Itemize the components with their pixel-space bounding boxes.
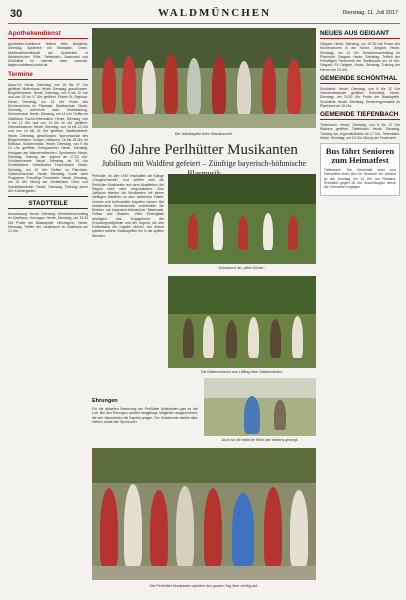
schoenthal-text: Schönthal: Heute, Dienstag, von 8 bis 12 Uhr Gemeindekanzlei geöffnet. Schönthal: Heute, Dienstag, um 19.30 Uhr Probe der Blaskapelle. Schönthal: Heute, Dienstag, Seniorengymnastik im Pfarrheim um 15 Uhr. [320, 86, 400, 108]
photo-march [168, 174, 316, 264]
article-body: Perlhütte. Im Jahr 1957 erschallten die Klänge „Gaugeschwindt“, und seither sind die Perlhütter Musikanten aus dem Musikleben der Region nicht mehr wegzudenken. Zum Jubiläum feierten die Musikanten mit einem zünftigen Waldfest, zu dem zahlreiche Gäste, Vereine und befreundete Kapellen kamen. Bei strahlendem Sonnenschein unterhielten die Musiker mit bayerisch-böhmischer Blasmusik, Polkas und Walzern. Viele Ehrengäste würdigten das Engagement der Gründungsmitglieder und der Jugend, die den Fortbestand der Kapelle sichern. Am Abend spielten weitere Gastkapellen bis in die späten Stunden. [92, 174, 164, 238]
article-subtitle: Jubiläum mit Waldfest gefeiert – Zünftige bayerisch-böhmische [101, 159, 307, 168]
photo-shooters [168, 276, 316, 368]
geigant-text: Geigant: Heute, Dienstag, um 19.30 Uhr Probe des Kirchenchores in der Kirche. Geigant: Heute, Dienstag, um 14 Uhr Seniorennachmittag im Pfarrheim. Geigant: Heute, Dienstag, Treffen der Freiwilligen Feuerwehr am Gerätehaus um 19 Uhr. Geigant: SV Geigant, Heute, Dienstag, Training der Herren um 19 Uhr. [320, 42, 400, 72]
right-column [320, 28, 400, 594]
bus-box [320, 143, 400, 196]
bus-box-title: Bus fährt Senioren zum Heimatfest [325, 146, 395, 165]
left-column [8, 28, 88, 594]
section-stadtteile: STADTTEILE [8, 196, 88, 209]
publication-date: Dienstag, 11. Juli 2017 [342, 10, 398, 16]
page-number: 30 [10, 8, 23, 20]
section-tiefenbach: GEMEINDE TIEFENBACH [320, 111, 399, 118]
article-body-2 [92, 398, 198, 427]
photo-band-bottom [92, 448, 316, 580]
caption-march: Aufmarsch der „Alten Böcke“. [218, 266, 266, 270]
caption-shooters: Die Böllerschützen aus Löffing beim Salutschießen. [200, 370, 284, 374]
apothekendienst-text: Apotheken-Notdienst: Telefon beim Notdienst, Dienstag, Apotheke am Stadtplatz, Cham. Notdienstbereitschaft der Apotheken in Waldmünchen, Rötz, Tiefenbach, Stamsried und Schönthal im Internet unter www.lak-bayern.notdienst-portal.de. [8, 42, 88, 68]
photo-food [204, 378, 316, 436]
section-schoenthal: GEMEINDE SCHÖNTHAL [320, 75, 400, 84]
photo-band-top [92, 28, 316, 128]
section-termine: Termine [8, 71, 88, 80]
article-title: 60 Jahre Perlhütter Musikanten [110, 142, 298, 158]
section-geigant: NEUES AUS GEIGANT [320, 30, 400, 39]
article-body-2-title: Ehrungen [92, 398, 118, 404]
tiefenbach-text: Tiefenbach: Heute, Dienstag, von 8 bis 12 Uhr Rathaus geöffnet. Tiefenbach: Heute, Dienstag, Training der Jugendfußballer ab 17 Uhr. Tiefenbach: Heute, Dienstag, um 19 Uhr Übung der Feuerwehr. [320, 123, 400, 140]
caption-top: Die Jubelkapelle beim Standkonzert. [174, 132, 234, 136]
page-header [8, 6, 400, 24]
termine-text: Aqua-Fit: Heute, Dienstag, von 16 bis 17 Uhr geöffnet. Mutterhaus: Heute, Dienstag, geschlossen. Bürgerbücherei: Heute, Dienstag, von 9 bis 12 Uhr und von 15 bis 17 Uhr geöffnet. Pfarrei St. Stephan: Heute, Dienstag, um 19 Uhr Probe des Kirchenchores im Pfarrsaal. Musikschule: Heute, Dienstag, Unterricht nach Vereinbarung. Seniorenclub: Heute, Dienstag, um 14 Uhr Treffen im Gasthaus. Tourist-Information: Heute, Dienstag, von 9 bis 12 Uhr und von 14 bis 16 Uhr geöffnet. Heimatmuseum: Heute, Dienstag, von 10 bis 12 Uhr und von 14 bis 16 Uhr geöffnet. Stadtbücherei: Heute, Dienstag, geschlossen. Sprechstunde des Bürgermeisters: morgen, Mittwoch, 16 bis 18 Uhr, im Rathaus. Schwimmbad: Heute, Dienstag, von 9 bis 20 Uhr geöffnet. Kneippverein: Heute, Dienstag, Kneippen am Wassertretbecken. Sportverein: Heute, Dienstag, Training der Jugend ab 17.30 Uhr. Schützenverein: Heute, Dienstag, ab 19 Uhr Schießabend. Katholischer Frauenbund: Heute, Dienstag, um 19 Uhr Treffen im Pfarrheim. Volkshochschule: Heute, Dienstag, Kurse nach Programm. Freiwillige Feuerwehr: Heute, Dienstag, um 19 Uhr Übung am Gerätehaus. Obst- und Gartenbauverein: Heute, Dienstag, Führung durch den Kräutergarten. [8, 82, 88, 193]
caption-food: Auch für die leibliche Wohl war bestens gesorgt. [221, 438, 299, 442]
section-apothekendienst: Apothekendienst [8, 30, 88, 39]
bus-box-text: Tiefenbach. Die Gemeinde setzt zum Heimatfest einen Bus für Senioren ein. Abfahrt ist am Sonntag um 13 Uhr am Rathaus, Rückfahrt gegen 18 Uhr. Anmeldungen nimmt die Gemeinde entgegen. [324, 168, 396, 189]
masthead: WALDMÜNCHEN [158, 7, 272, 19]
article-body-2-text: Für die aktuellen Besetzung der Perlhütter Musikanten gab es viel Lob. Bei den Ehrungen wurden langjährige Mitglieder ausgezeichnet, die seit Jahrzehnten die Kapelle prägen. Der Vorsitzende dankte allen Helfern sowie den Sponsoren. [92, 407, 198, 424]
caption-bottom: Die Perlhütter Musikanten spielten den ganzen Tag über zünftig auf. [149, 584, 258, 588]
main-article [92, 28, 316, 594]
stadtteile-text: Arnschwang: Heute, Dienstag, Seniorennachmittag im Gasthaus. Herzogau: Heute, Dienstag, um 19.30 Uhr Probe der Blaskapelle. Ulrichsgrün: Heute, Dienstag, Treffen der Landfrauen im Gasthaus um 14 Uhr. [8, 212, 88, 233]
